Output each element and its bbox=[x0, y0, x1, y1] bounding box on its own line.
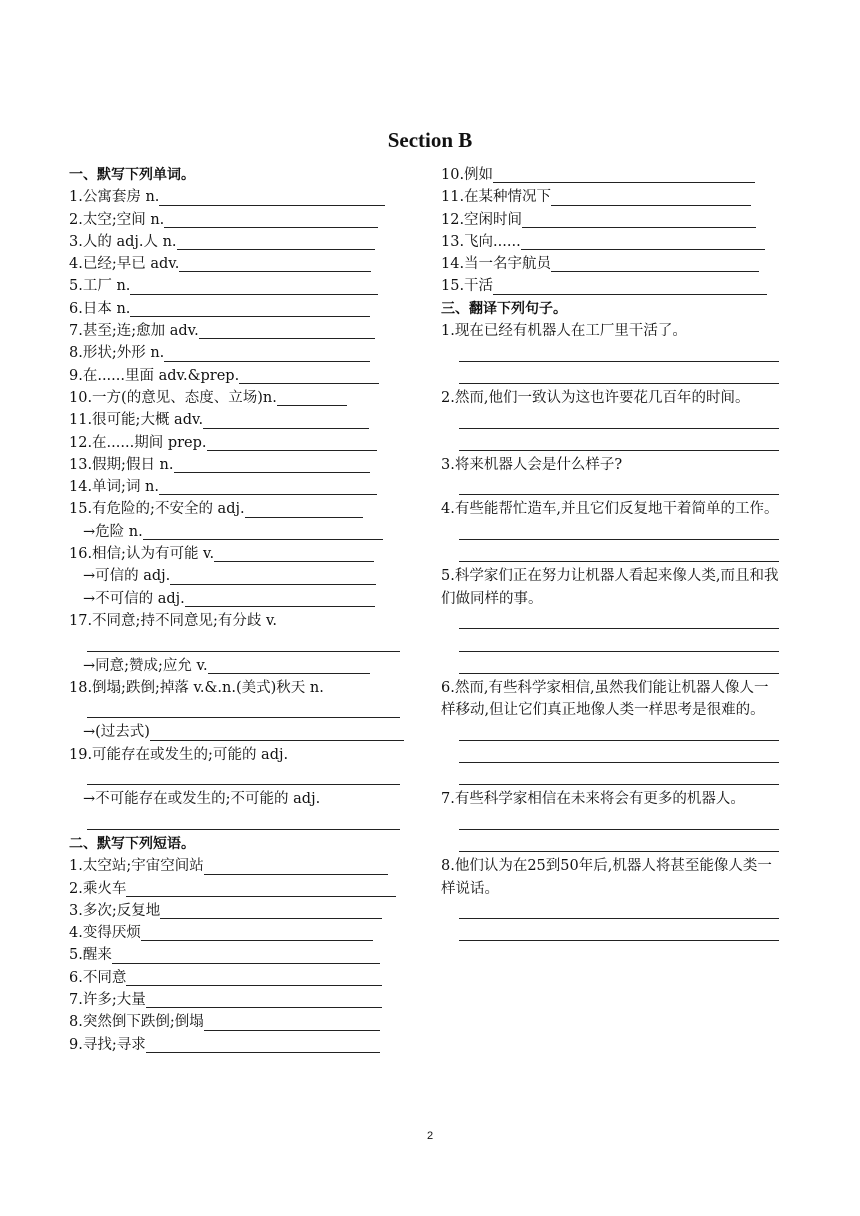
answer-blank[interactable] bbox=[143, 523, 383, 540]
answer-blank[interactable] bbox=[214, 545, 374, 562]
answer-blank[interactable] bbox=[203, 412, 369, 429]
answer-blank[interactable] bbox=[185, 590, 375, 607]
answer-blank[interactable] bbox=[160, 902, 382, 919]
section-heading-phrases: 二、默写下列短语。 bbox=[69, 835, 195, 852]
page-title: Section B bbox=[387, 128, 473, 152]
answer-blank[interactable] bbox=[441, 922, 787, 944]
word-item-13: 13.假期;假日 n. bbox=[69, 454, 414, 476]
phrase-item-r-1: 10.例如 bbox=[441, 164, 787, 186]
answer-blank[interactable] bbox=[164, 211, 378, 228]
phrase-list bbox=[69, 855, 414, 1056]
sentence-5: 5.科学家们正在努力让机器人看起来像人类,而且和我们做同样的事。 bbox=[441, 568, 779, 607]
phrase-list-continued bbox=[441, 164, 787, 298]
word-item-3: 3.人的 adj.人 n. bbox=[69, 231, 414, 253]
right-column bbox=[441, 164, 787, 944]
answer-blank[interactable] bbox=[69, 699, 414, 721]
answer-blank[interactable] bbox=[130, 300, 370, 317]
answer-blank[interactable] bbox=[204, 1014, 380, 1031]
answer-blank[interactable] bbox=[441, 409, 787, 431]
answer-blank[interactable] bbox=[199, 322, 375, 339]
answer-blank[interactable] bbox=[441, 655, 787, 677]
answer-blank[interactable] bbox=[208, 657, 370, 674]
answer-blank[interactable] bbox=[159, 189, 385, 206]
phrase-item-2: 2.乘火车 bbox=[69, 878, 414, 900]
word-item-19: →不可信的 adj. bbox=[69, 588, 414, 610]
answer-blank[interactable] bbox=[551, 189, 751, 206]
phrase-item-1: 1.太空站;宇宙空间站 bbox=[69, 855, 414, 877]
word-item-4: 4.已经;早已 adv. bbox=[69, 253, 414, 275]
answer-blank[interactable] bbox=[441, 833, 787, 855]
sentence-6: 6.然而,有些科学家相信,虽然我们能让机器人像人一样移动,但让它们真正地像人类一样思考是很难的。 bbox=[441, 679, 769, 719]
answer-blank[interactable] bbox=[146, 1036, 380, 1053]
answer-blank[interactable] bbox=[150, 724, 404, 741]
answer-blank[interactable] bbox=[441, 610, 787, 632]
answer-blank[interactable] bbox=[239, 367, 379, 384]
phrase-item-r-3: 12.空闲时间 bbox=[441, 209, 787, 231]
word-item-9: 9.在......里面 adv.&prep. bbox=[69, 365, 414, 387]
word-item-10: 10.一方(的意见、态度、立场)n. bbox=[69, 387, 414, 409]
word-item-19: 19.可能存在或发生的;可能的 adj. bbox=[69, 746, 289, 763]
answer-blank[interactable] bbox=[441, 632, 787, 654]
answer-blank[interactable] bbox=[130, 278, 378, 295]
section-heading-sentences: 三、翻译下列句子。 bbox=[441, 300, 567, 317]
answer-blank[interactable] bbox=[159, 478, 377, 495]
answer-blank[interactable] bbox=[207, 434, 377, 451]
word-item-7: 7.甚至;连;愈加 adv. bbox=[69, 320, 414, 342]
page-number: 2 bbox=[426, 1130, 434, 1142]
word-item-5: 5.工厂 n. bbox=[69, 275, 414, 297]
answer-blank[interactable] bbox=[170, 568, 376, 585]
word-item-2: 2.太空;空间 n. bbox=[69, 209, 414, 231]
word-item-19b: →不可能存在或发生的;不可能的 adj. bbox=[83, 791, 321, 808]
word-item-17b: →同意;赞成;应允 v. bbox=[69, 655, 414, 677]
phrase-item-7: 7.许多;大量 bbox=[69, 989, 414, 1011]
word-item-18: →可信的 adj. bbox=[69, 565, 414, 587]
answer-blank[interactable] bbox=[126, 880, 396, 897]
sentence-4: 4.有些能帮忙造车,并且它们反复地干着简单的工作。 bbox=[441, 501, 779, 518]
answer-blank[interactable] bbox=[179, 255, 371, 272]
answer-blank[interactable] bbox=[146, 991, 382, 1008]
answer-blank[interactable] bbox=[441, 476, 787, 498]
answer-blank[interactable] bbox=[441, 365, 787, 387]
answer-blank[interactable] bbox=[204, 858, 388, 875]
answer-blank[interactable] bbox=[126, 969, 382, 986]
sentence-1: 1.现在已经有机器人在工厂里干活了。 bbox=[441, 323, 687, 340]
word-item-8: 8.形状;外形 n. bbox=[69, 342, 414, 364]
sentence-8: 8.他们认为在25到50年后,机器人将甚至能像人类一样说话。 bbox=[441, 858, 772, 897]
sentence-2: 2.然而,他们一致认为这也许要花几百年的时间。 bbox=[441, 389, 750, 406]
word-item-18: 18.倒塌;跌倒;掉落 v.&.n.(美式)秋天 n. bbox=[69, 679, 324, 696]
answer-blank[interactable] bbox=[441, 521, 787, 543]
phrase-item-r-6: 15.干活 bbox=[441, 275, 787, 297]
answer-blank[interactable] bbox=[441, 811, 787, 833]
phrase-item-6: 6.不同意 bbox=[69, 967, 414, 989]
answer-blank[interactable] bbox=[141, 924, 373, 941]
phrase-item-4: 4.变得厌烦 bbox=[69, 922, 414, 944]
answer-blank[interactable] bbox=[164, 345, 370, 362]
word-item-11: 11.很可能;大概 adv. bbox=[69, 409, 414, 431]
word-item-12: 12.在......期间 prep. bbox=[69, 432, 414, 454]
answer-blank[interactable] bbox=[441, 900, 787, 922]
answer-blank[interactable] bbox=[521, 233, 765, 250]
phrase-item-r-5: 14.当一名宇航员 bbox=[441, 253, 787, 275]
phrase-item-8: 8.突然倒下跌倒;倒塌 bbox=[69, 1011, 414, 1033]
answer-blank[interactable] bbox=[441, 543, 787, 565]
phrase-item-r-2: 11.在某种情况下 bbox=[441, 186, 787, 208]
phrase-item-r-4: 13.飞向...... bbox=[441, 231, 787, 253]
answer-blank[interactable] bbox=[551, 255, 759, 272]
answer-blank[interactable] bbox=[69, 632, 414, 654]
left-column bbox=[69, 164, 414, 1056]
word-item-6: 6.日本 n. bbox=[69, 298, 414, 320]
answer-blank[interactable] bbox=[112, 947, 380, 964]
answer-blank[interactable] bbox=[245, 501, 363, 518]
word-list bbox=[69, 186, 414, 610]
answer-blank[interactable] bbox=[177, 233, 375, 250]
word-item-17: 16.相信;认为有可能 v. bbox=[69, 543, 414, 565]
answer-blank[interactable] bbox=[441, 744, 787, 766]
answer-blank[interactable] bbox=[174, 456, 370, 473]
answer-blank[interactable] bbox=[277, 389, 347, 406]
answer-blank[interactable] bbox=[441, 766, 787, 788]
answer-blank[interactable] bbox=[441, 432, 787, 454]
phrase-item-3: 3.多次;反复地 bbox=[69, 900, 414, 922]
answer-blank[interactable] bbox=[69, 811, 414, 833]
phrase-item-9: 9.寻找;寻求 bbox=[69, 1034, 414, 1056]
sentence-3: 3.将来机器人会是什么样子? bbox=[441, 456, 623, 473]
answer-blank[interactable] bbox=[493, 166, 755, 183]
answer-blank[interactable] bbox=[441, 721, 787, 743]
word-item-14: 14.单词;词 n. bbox=[69, 476, 414, 498]
section-heading-words: 一、默写下列单词。 bbox=[69, 167, 195, 183]
answer-blank[interactable] bbox=[69, 766, 414, 788]
word-item-16: →危险 n. bbox=[69, 521, 414, 543]
word-item-1: 1.公寓套房 n. bbox=[69, 186, 414, 208]
answer-blank[interactable] bbox=[493, 278, 767, 295]
answer-blank[interactable] bbox=[441, 342, 787, 364]
word-item-15: 15.有危险的;不安全的 adj. bbox=[69, 498, 414, 520]
sentence-7: 7.有些科学家相信在未来将会有更多的机器人。 bbox=[441, 791, 745, 808]
word-item-17: 17.不同意;持不同意见;有分歧 v. bbox=[69, 612, 278, 629]
word-item-18b: →(过去式) bbox=[69, 721, 414, 743]
phrase-item-5: 5.醒来 bbox=[69, 944, 414, 966]
answer-blank[interactable] bbox=[522, 211, 756, 228]
